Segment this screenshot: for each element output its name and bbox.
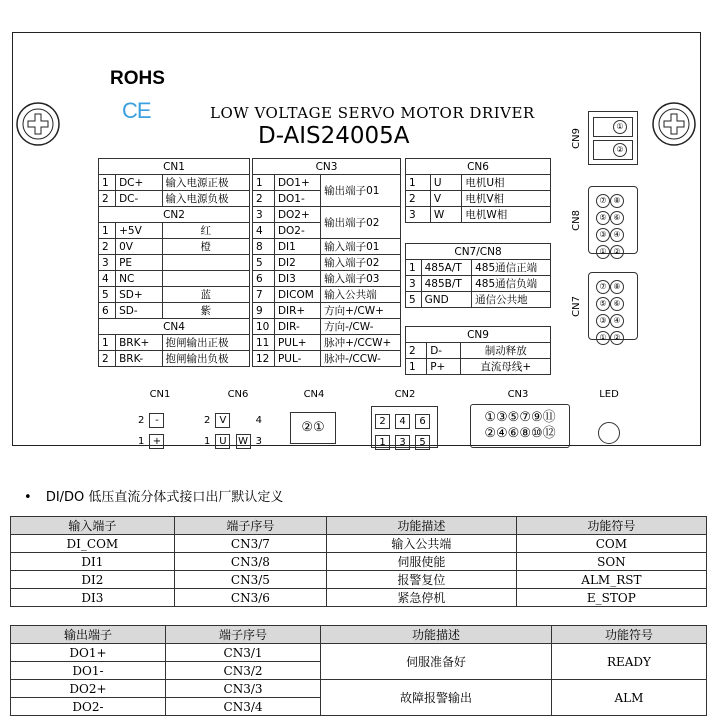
cn78-title: CN7/CN8 <box>406 244 551 260</box>
column-header: 功能描述 <box>327 517 517 535</box>
column-header: 功能描述 <box>321 626 552 644</box>
table-row: 11 PUL+ 脉冲+/CCW+ <box>253 335 401 351</box>
section-heading-text: DI/DO 低压直流分体式接口出厂默认定义 <box>45 490 284 505</box>
table-row: 2 DO1- <box>253 191 401 207</box>
led-indicator <box>598 422 620 444</box>
cn3-title: CN3 <box>253 159 401 175</box>
section-heading <box>24 486 283 505</box>
rohs-logo: ROHS <box>110 68 165 89</box>
table-row: DI1 CN3/8 伺服使能 SON <box>11 553 707 571</box>
table-row: 6 DI3 输入端子03 <box>253 271 401 287</box>
table-row: 2 D- 制动释放 <box>406 343 551 359</box>
side-cn7-connector: ⑦ ⑧ ⑤ ⑥ ③ ④ ① ② <box>588 272 638 340</box>
table-row: 2 DC- 输入电源负极 <box>99 191 250 207</box>
right-screw-hole-icon <box>651 101 697 147</box>
table-row: 1 DC+ 输入电源正极 <box>99 175 250 191</box>
cn6-title: CN6 <box>406 159 551 175</box>
cn7-cn8-table <box>405 243 551 308</box>
table-row: 3 PE <box>99 255 250 271</box>
table-row: 7 DICOM 输入公共端 <box>253 287 401 303</box>
table-row: 9 DIR+ 方向+/CW+ <box>253 303 401 319</box>
table-row: 3 DO2+ 输出端子02 <box>253 207 401 223</box>
column-header: 端子序号 <box>174 517 326 535</box>
cn2-title: CN2 <box>99 207 250 223</box>
led-label: LED <box>599 389 619 400</box>
cn1-title: CN1 <box>99 159 250 175</box>
table-row: DO1- CN3/2 <box>11 662 707 680</box>
table-row: 1 U 电机U相 <box>406 175 551 191</box>
table-row: DI2 CN3/5 报警复位 ALM_RST <box>11 571 707 589</box>
table-row: 4 NC <box>99 271 250 287</box>
input-terminal-table <box>10 516 707 607</box>
port-cn2: 2 4 6 1 3 5 <box>371 406 438 448</box>
table-row: 1 +5V 红 <box>99 223 250 239</box>
left-screw-hole-icon <box>15 101 61 147</box>
table-row: 5 DI2 输入端子02 <box>253 255 401 271</box>
table-row: 5 SD+ 蓝 <box>99 287 250 303</box>
port-cn1-label: CN1 <box>149 389 171 400</box>
side-cn9-connector: ① ② <box>588 111 638 165</box>
column-header: 功能符号 <box>516 517 706 535</box>
model-number: D-AIS24005A <box>258 123 410 149</box>
port-cn3: ①③⑤⑦⑨⑪ ②④⑥⑧⑩⑫ <box>470 404 570 448</box>
table-row: DO2- CN3/4 <box>11 698 707 716</box>
cn9-table <box>405 326 551 375</box>
table-row: 8 DI1 输入端子01 <box>253 239 401 255</box>
table-row: 1 P+ 直流母线+ <box>406 359 551 375</box>
table-row: 1 DO1+ 输出端子01 <box>253 175 401 191</box>
table-row: 12 PUL- 脉冲-/CCW- <box>253 351 401 367</box>
column-header: 输出端子 <box>11 626 166 644</box>
ce-logo: CE <box>122 98 151 123</box>
table-row: 3 485B/T 485通信负端 <box>406 276 551 292</box>
cn4-title: CN4 <box>99 319 250 335</box>
table-row: 2 V 电机V相 <box>406 191 551 207</box>
table-row: DO2+ CN3/3 故障报警输出 ALM <box>11 680 707 698</box>
output-terminal-table <box>10 625 707 716</box>
table-row: DI3 CN3/6 紧急停机 E_STOP <box>11 589 707 607</box>
side-cn8-connector: ⑦ ⑧ ⑤ ⑥ ③ ④ ① ② <box>588 186 638 254</box>
product-title: LOW VOLTAGE SERVO MOTOR DRIVER <box>210 104 535 122</box>
table-row: 1 BRK+ 抱闸输出正极 <box>99 335 250 351</box>
side-cn7-label: CN7 <box>571 296 582 317</box>
column-header: 端子序号 <box>166 626 321 644</box>
table-row: 4 DO2- <box>253 223 401 239</box>
table-row: 2 BRK- 抱闸输出负极 <box>99 351 250 367</box>
table-row: 6 SD- 紫 <box>99 303 250 319</box>
port-cn3-label: CN3 <box>507 389 529 400</box>
port-cn4-label: CN4 <box>303 389 325 400</box>
port-cn2-label: CN2 <box>394 389 416 400</box>
table-row: 3 W 电机W相 <box>406 207 551 223</box>
cn6-table <box>405 158 551 223</box>
table-row: DI_COM CN3/7 输入公共端 COM <box>11 535 707 553</box>
port-cn1: 2 - 1 + <box>138 408 164 449</box>
column-header: 输入端子 <box>11 517 175 535</box>
port-cn6-label: CN6 <box>227 389 249 400</box>
bullet-mark: • <box>24 490 32 505</box>
table-row: 5 GND 通信公共地 <box>406 292 551 308</box>
column-header: 功能符号 <box>551 626 706 644</box>
table-row: 1 485A/T 485通信正端 <box>406 260 551 276</box>
port-cn4: ②① <box>290 412 336 444</box>
table-row: DO1+ CN3/1 伺服准备好 READY <box>11 644 707 662</box>
side-cn8-label: CN8 <box>571 210 582 231</box>
table-row: 10 DIR- 方向-/CW- <box>253 319 401 335</box>
side-cn9-label: CN9 <box>571 128 582 149</box>
cn3-table <box>252 158 401 367</box>
port-cn6: 2 V 4 1 U W 3 <box>204 408 262 449</box>
cn1-cn2-cn4-table <box>98 158 250 367</box>
cn9-title: CN9 <box>406 327 551 343</box>
table-row: 2 0V 橙 <box>99 239 250 255</box>
